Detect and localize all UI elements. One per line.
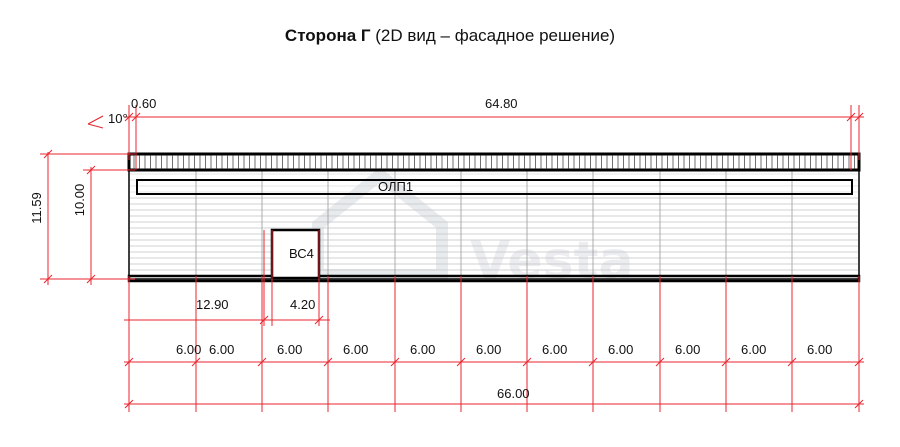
bay-dim-label: 6.00 <box>410 342 436 357</box>
bay-dim-label: 6.00 <box>608 342 634 357</box>
bay-dimension-labels <box>176 342 832 357</box>
title-bold: Сторона Г <box>284 26 371 45</box>
total-length-dim: 66.00 <box>497 386 530 401</box>
bay-dim-label: 6.00 <box>343 342 369 357</box>
gate-label: ВС4 <box>289 246 314 261</box>
length-dim: 64.80 <box>485 96 518 111</box>
dimension-lines <box>40 105 864 408</box>
roof-hatching <box>134 155 855 169</box>
bay-dim-label: 6.00 <box>277 342 303 357</box>
title-rest: (2D вид – фасадное решение) <box>370 26 616 45</box>
watermark-text: Vesta <box>470 231 634 291</box>
angle-label: 10° <box>108 111 128 126</box>
wall-height-dim: 10.00 <box>72 183 87 217</box>
bay-dim-label: 6.00 <box>807 342 833 357</box>
bay-dim-label: 6.00 <box>741 342 767 357</box>
gate-offset-dim: 12.90 <box>196 297 229 312</box>
total-height-dim: 11.59 <box>29 192 44 224</box>
overhang-dim: 0.60 <box>131 96 157 111</box>
bay-dim-label: 6.00 <box>209 342 235 357</box>
bay-dim-label: 6.00 <box>675 342 701 357</box>
watermark <box>318 175 634 291</box>
gate-width-dim: 4.20 <box>290 297 316 312</box>
bay-dim-label: 6.00 <box>476 342 502 357</box>
bay-dim-label: 6.00 <box>542 342 568 357</box>
bay-dim-label: 6.00 <box>176 342 202 357</box>
beam-label: ОЛП1 <box>378 179 414 194</box>
